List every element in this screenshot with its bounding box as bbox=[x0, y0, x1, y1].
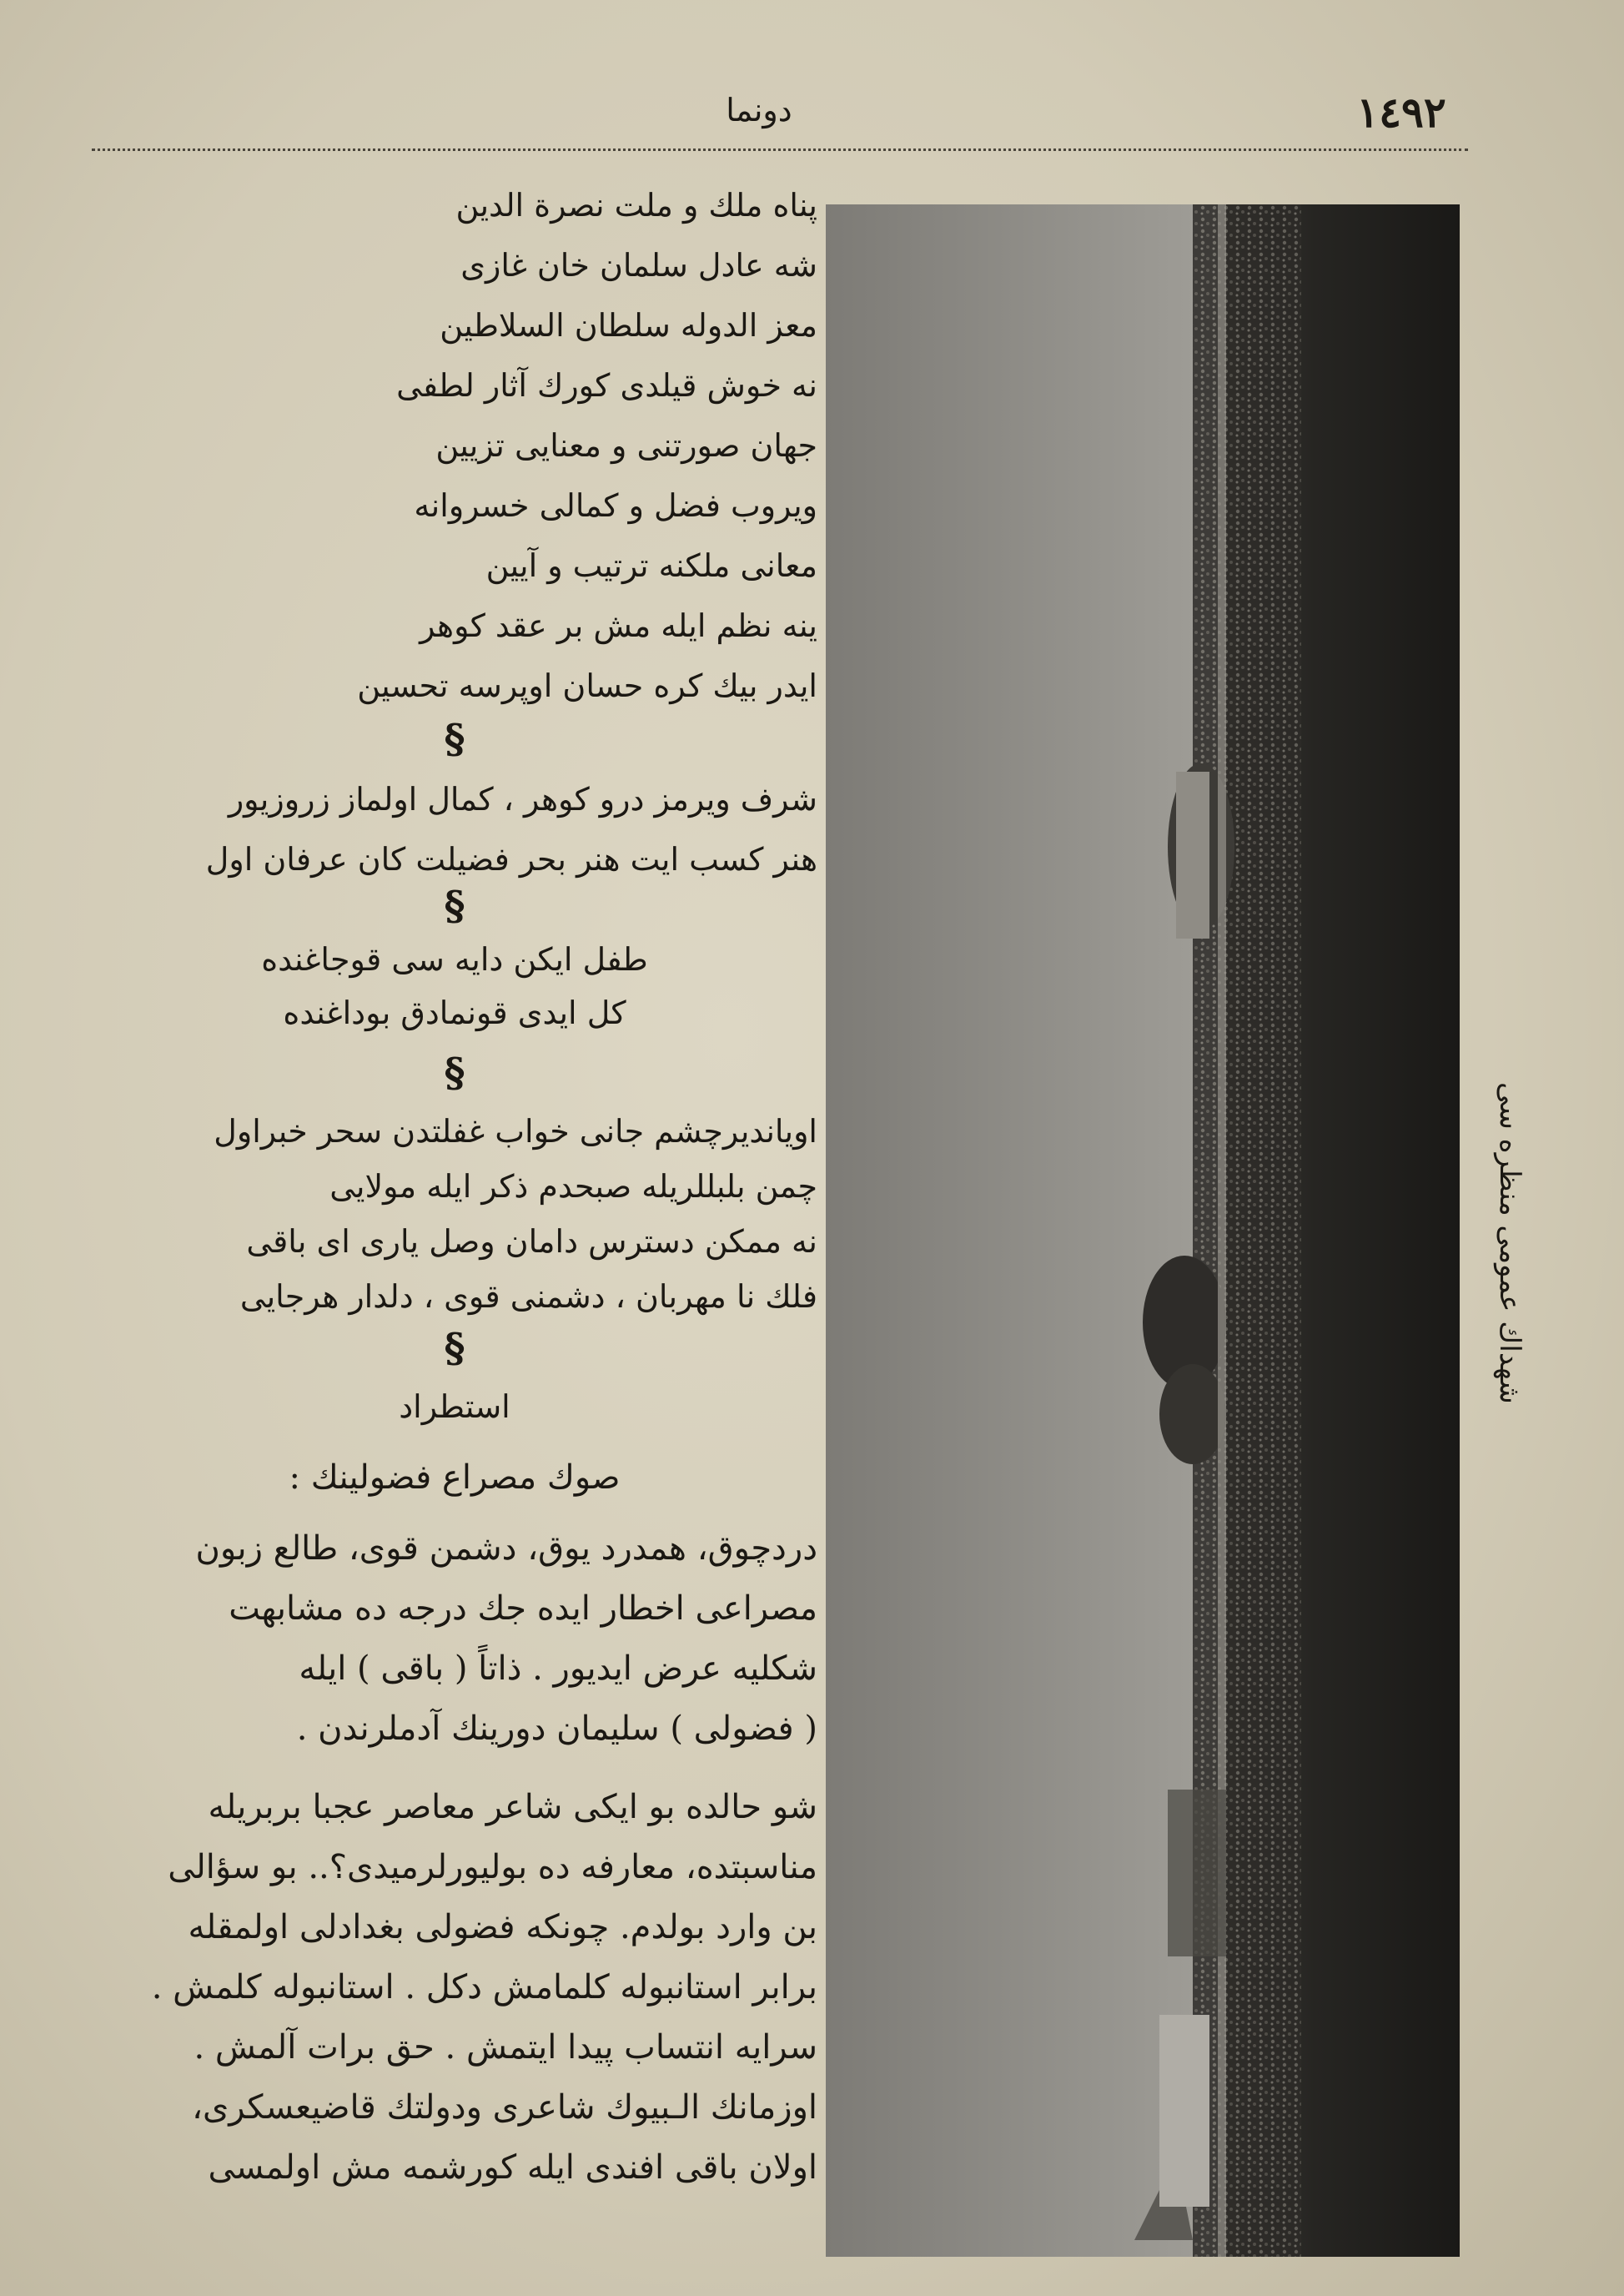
photo-caption: شهداك عمومى منظره سى bbox=[1493, 1082, 1526, 1404]
panorama-photo bbox=[826, 204, 1460, 2257]
section-mark: § bbox=[444, 883, 465, 929]
poem-line: ينه نظم ايله مش بر عقد كوهر bbox=[420, 607, 817, 644]
running-title: دونما bbox=[726, 92, 792, 128]
prose-line: مصراعى اخطار ايده جك درجه ده مشابهت bbox=[229, 1589, 817, 1628]
couplet-line: طفل ايكن دايه سى قوجاغنده bbox=[261, 941, 648, 978]
poem-line: ويروب فضل و كمالى خسروانه bbox=[414, 487, 817, 524]
prose-line: شو حالده بو ايكى شاعر معاصر عجبا بربريله bbox=[208, 1788, 817, 1826]
poem-line: نه خوش قيلدى كورك آثار لطفى bbox=[396, 367, 817, 404]
header-divider bbox=[92, 149, 1468, 151]
page-number: ١٤٩٢ bbox=[1356, 88, 1446, 137]
section-mark: § bbox=[444, 716, 465, 763]
poem-line: ايدر بيك كره حسان اوپرسه تحسين bbox=[357, 667, 817, 704]
prose-line: ( فضولى ) سليمان دورينك آدملرندن . bbox=[296, 1709, 817, 1748]
couplet-line: هنر كسب ايت هنر بحر فضيلت كان عرفان اول bbox=[205, 841, 817, 878]
panorama-photo-icon bbox=[826, 204, 1460, 2257]
section-mark: § bbox=[444, 1325, 465, 1372]
quatrain-line: چمن بلبللريله صبحدم ذكر ايله مولايى bbox=[329, 1168, 817, 1205]
couplet-line: كل ايدى قونمادق بوداغنده bbox=[283, 994, 626, 1031]
text-column bbox=[92, 175, 817, 2286]
prose-line: برابر استانبوله كلمامش دكل . استانبوله كلمش . bbox=[151, 1968, 817, 2006]
poem-line: معز الدوله سلطان السلاطين bbox=[440, 307, 817, 344]
couplet-line: شرف ويرمز درو كوهر ، كمال اولماز زروزيور bbox=[228, 781, 817, 818]
poem-line: جهان صورتنى و معنايى تزيين bbox=[435, 427, 817, 464]
prose-line: سرايه انتساب پيدا ايتمش . حق برات آلمش . bbox=[194, 2028, 817, 2067]
poem-line: شه عادل سلمان خان غازى bbox=[460, 247, 817, 284]
prose-line: اوزمانك الـبيوك شاعرى ودولتك قاضيعسكرى، bbox=[192, 2088, 817, 2127]
poem-line: پناه ملك و ملت نصرة الدين bbox=[455, 187, 817, 224]
prose-line: اولان باقى افندى ايله كورشمه مش اولمسى bbox=[208, 2148, 817, 2187]
prose-line: دردچوق، همدرد يوق، دشمن قوى، طالع زبون bbox=[195, 1529, 817, 1568]
prose-line: مناسبتده، معارفه ده بوليورلرميدى؟.. بو سؤالى bbox=[168, 1848, 817, 1886]
prose-line: شكليه عرض ايديور . ذاتاً ( باقى ) ايله bbox=[299, 1649, 817, 1688]
digression-title: استطراد bbox=[399, 1388, 510, 1425]
poem-line: معانى ملكنه ترتيب و آيين bbox=[485, 547, 817, 584]
quatrain-line: فلك نا مهربان ، دشمنى قوى ، دلدار هرجايى bbox=[239, 1278, 817, 1315]
prose-line: بن وارد بولدم. چونكه فضولى بغدادلى اولمقله bbox=[188, 1908, 817, 1946]
prose-intro: صوك مصراع فضولينك : bbox=[289, 1458, 621, 1497]
quatrain-line: نه ممكن دسترس دامان وصل يارى اى باقى bbox=[246, 1223, 817, 1260]
section-mark: § bbox=[444, 1050, 465, 1096]
quatrain-line: اويانديرچشم جانى خواب غفلتدن سحر خبراول bbox=[214, 1113, 817, 1150]
